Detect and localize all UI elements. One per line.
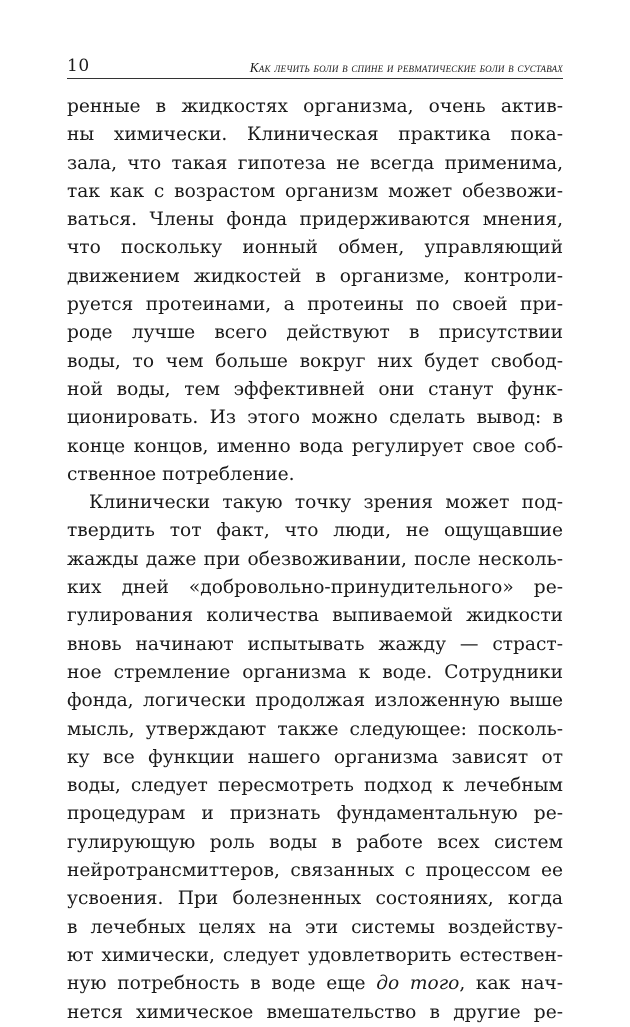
text-line: в лечебных целях на эти системы воздейству- xyxy=(67,916,563,938)
text-segment: ную потребность в воде еще xyxy=(67,973,377,995)
text-line: ны химически. Клиническая практика пока- xyxy=(67,124,563,146)
text-line: мысль, утверждают также следующее: посколь- xyxy=(67,718,563,740)
text-line: ку все функции нашего организма зависят от xyxy=(67,746,563,768)
text-line: ционировать. Из этого можно сделать вывод: в xyxy=(67,407,563,429)
paragraph-2 xyxy=(67,489,563,1027)
text-line: конце концов, именно вода регулирует свое соб- xyxy=(67,435,563,457)
text-line: что поскольку ионный обмен, управляющий xyxy=(67,237,563,259)
running-title: Как лечить боли в спине и ревматические боли в суставах xyxy=(249,60,563,75)
text-line: роде лучше всего действуют в присутствии xyxy=(67,322,563,344)
paragraph-1 xyxy=(67,93,563,489)
text-line: так как с возрастом организм может обезвожи- xyxy=(67,180,563,202)
text-line: процедурам и признать фундаментальную ре- xyxy=(67,803,563,825)
text-line: ют химически, следует удовлетворить естествен- xyxy=(67,944,563,966)
text-line: воды, то чем больше вокруг них будет свобод- xyxy=(67,350,563,372)
italic-emphasis: до того xyxy=(376,973,460,995)
text-line: зала, что такая гипотеза не всегда применима, xyxy=(67,152,563,174)
text-line: нется химическое вмешательство в другие ре- xyxy=(67,1001,563,1023)
page-number: 10 xyxy=(67,56,90,76)
text-line: жажды даже при обезвоживании, после несколь- xyxy=(67,548,563,570)
text-line: воды, следует пересмотреть подход к лечебным xyxy=(67,775,563,797)
text-line: ное стремление организма к воде. Сотрудники xyxy=(67,661,563,683)
text-line: ваться. Члены фонда придерживаются мнения, xyxy=(67,209,563,231)
text-line-with-italic xyxy=(67,970,563,998)
running-header xyxy=(67,56,563,79)
text-segment: , как нач- xyxy=(459,973,563,995)
text-line: ственное потребление. xyxy=(67,463,295,485)
text-line: ренные в жидкостях организма, очень актив- xyxy=(67,96,563,117)
text-line: гулирующую роль воды в работе всех систем xyxy=(67,831,563,853)
text-line: руется протеинами, а протеины по своей при- xyxy=(67,294,563,316)
book-page xyxy=(67,56,563,1027)
text-line: нейротрансмиттеров, связанных с процессом ее xyxy=(67,860,563,882)
text-line: твердить тот факт, что люди, не ощущавшие xyxy=(67,520,563,542)
text-line: фонда, логически продолжая изложенную выше xyxy=(67,690,563,712)
body-text xyxy=(67,93,563,1027)
text-line: движением жидкостей в организме, контроли- xyxy=(67,265,563,287)
text-line: гулирования количества выпиваемой жидкости xyxy=(67,605,563,627)
text-line: ких дней «добровольно-принудительного» ре- xyxy=(67,577,563,599)
text-line: ной воды, тем эффективней они станут функ- xyxy=(67,378,563,400)
text-line: Клинически такую точку зрения может под- xyxy=(89,492,563,514)
text-line: усвоения. При болезненных состояниях, когда xyxy=(67,888,563,910)
text-line: вновь начинают испытывать жажду — страст- xyxy=(67,633,563,655)
